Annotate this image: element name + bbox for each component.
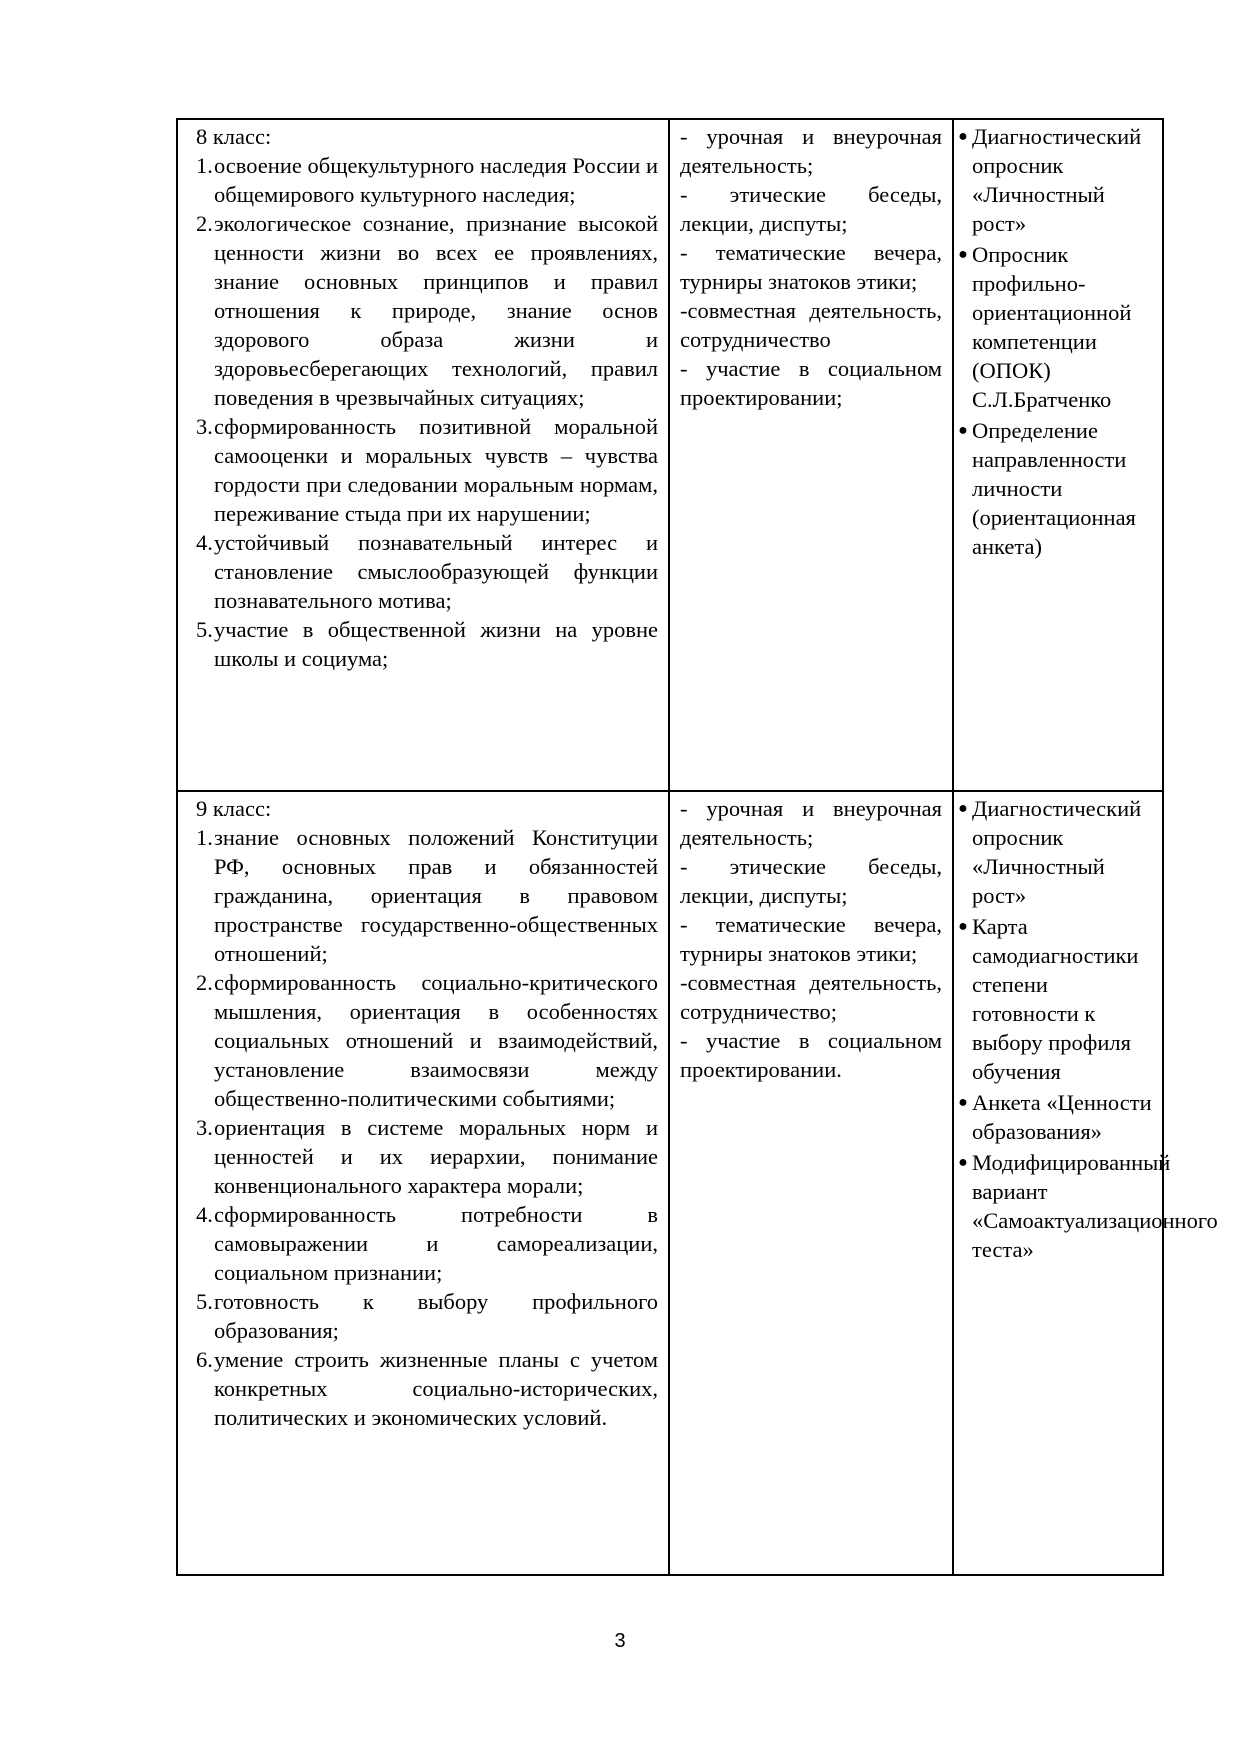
outcome-item bbox=[196, 968, 658, 1113]
diagnostics-cell bbox=[953, 119, 1163, 791]
activity-item: - этические беседы, лекции, диспуты; bbox=[680, 854, 942, 908]
diagnostic-text: Модифицированный вариант «Самоактуализационного теста» bbox=[972, 1150, 1218, 1262]
outcome-number: 1. bbox=[196, 825, 213, 850]
activity-item: - урочная и внеурочная деятельность; bbox=[680, 124, 942, 178]
outcome-text: устойчивый познавательный интерес и становление смыслообразующей функции познавательного мотива; bbox=[214, 530, 658, 613]
grade-label: 9 класс: bbox=[196, 796, 272, 821]
outcome-number: 1. bbox=[196, 153, 213, 178]
activity-item: -совместная деятельность, сотрудничество bbox=[680, 298, 942, 352]
bullet-icon: ● bbox=[958, 1094, 968, 1111]
bullet-icon: ● bbox=[958, 1154, 968, 1171]
outcome-text: умение строить жизненные планы с учетом конкретных социально-исторических, политических и экономических условий. bbox=[214, 1347, 658, 1430]
diagnostic-item bbox=[954, 1148, 1218, 1264]
bullet-icon: ● bbox=[958, 918, 968, 935]
diagnostic-item bbox=[954, 912, 1156, 1086]
outcome-item bbox=[196, 151, 658, 209]
outcome-number: 4. bbox=[196, 1202, 213, 1227]
diagnostic-text: Анкета «Ценности образования» bbox=[972, 1090, 1152, 1144]
diagnostic-text: Опросник профильно-ориентационной компетенции (ОПОК) С.Л.Братченко bbox=[972, 242, 1132, 412]
activity-item: - участие в социальном проектировании; bbox=[680, 356, 942, 410]
outcome-item bbox=[196, 823, 658, 968]
outcome-text: сформированность социально-критического мышления, ориентация в особенностях социальных отношений и взаимодействий, установление взаимосвязи между общественно-политическими событиями; bbox=[214, 970, 658, 1111]
outcome-text: знание основных положений Конституции РФ, основных прав и обязанностей гражданина, ориентация в правовом пространстве государственно-общественных отношений; bbox=[214, 825, 658, 966]
bullet-icon: ● bbox=[958, 246, 968, 263]
outcomes-cell bbox=[177, 119, 669, 791]
diagnostics-cell bbox=[953, 791, 1218, 1575]
outcome-number: 2. bbox=[196, 211, 213, 236]
outcome-number: 3. bbox=[196, 1115, 213, 1140]
outcome-text: экологическое сознание, признание высокой ценности жизни во всех ее проявлениях, знание основных принципов и правил отношения к природе, знание основ здорового образа жизни и здоровьесберегающих технологий, правил поведения в чрезвычайных ситуациях; bbox=[214, 211, 658, 410]
diagnostic-item bbox=[954, 416, 1156, 561]
table-row-grade-9 bbox=[177, 791, 1163, 1575]
diagnostic-item bbox=[954, 1088, 1156, 1146]
activity-item: - участие в социальном проектировании. bbox=[680, 1028, 942, 1082]
outcome-text: участие в общественной жизни на уровне школы и социума; bbox=[214, 617, 658, 671]
activities-cell bbox=[669, 119, 953, 791]
outcome-text: сформированность позитивной моральной самооценки и моральных чувств – чувства гордости при следовании моральным нормам, переживание стыда при их нарушении; bbox=[214, 414, 658, 526]
outcome-item bbox=[196, 1200, 658, 1287]
outcome-item bbox=[196, 615, 658, 673]
outcome-number: 2. bbox=[196, 970, 213, 995]
bullet-icon: ● bbox=[958, 128, 968, 145]
bullet-icon: ● bbox=[958, 422, 968, 439]
outcomes-cell bbox=[177, 791, 669, 1575]
page-number: 3 bbox=[614, 1630, 626, 1652]
outcome-number: 5. bbox=[196, 1289, 213, 1314]
outcome-text: готовность к выбору профильного образования; bbox=[214, 1289, 658, 1343]
activity-item: - тематические вечера, турниры знатоков этики; bbox=[680, 240, 942, 294]
outcome-item bbox=[196, 1287, 658, 1345]
activity-item: - урочная и внеурочная деятельность; bbox=[680, 796, 942, 850]
table-row-grade-8 bbox=[177, 119, 1163, 791]
outcome-item bbox=[196, 528, 658, 615]
outcome-item bbox=[196, 412, 658, 528]
diagnostic-item bbox=[954, 794, 1156, 910]
outcome-text: сформированность потребности в самовыражении и самореализации, социальном признании; bbox=[214, 1202, 658, 1285]
outcome-item bbox=[196, 209, 658, 412]
outcome-number: 4. bbox=[196, 530, 213, 555]
outcome-number: 3. bbox=[196, 414, 213, 439]
diagnostic-item bbox=[954, 240, 1156, 414]
bullet-icon: ● bbox=[958, 800, 968, 817]
diagnostic-text: Определение направленности личности (ориентационная анкета) bbox=[972, 418, 1136, 559]
outcome-item bbox=[196, 1113, 658, 1200]
grade-label: 8 класс: bbox=[196, 124, 272, 149]
outcome-item bbox=[196, 1345, 658, 1432]
outcome-number: 5. bbox=[196, 617, 213, 642]
program-table bbox=[176, 118, 1218, 1576]
outcome-text: ориентация в системе моральных норм и ценностей и их иерархии, понимание конвенционального характера морали; bbox=[214, 1115, 658, 1198]
diagnostic-text: Карта самодиагностики степени готовности к выбору профиля обучения bbox=[972, 914, 1139, 1084]
diagnostic-item bbox=[954, 122, 1156, 238]
activity-item: - тематические вечера, турниры знатоков этики; bbox=[680, 912, 942, 966]
diagnostic-text: Диагностический опросник «Личностный рост» bbox=[972, 124, 1142, 236]
diagnostic-text: Диагностический опросник «Личностный рост» bbox=[972, 796, 1142, 908]
activities-cell bbox=[669, 791, 953, 1575]
outcome-number: 6. bbox=[196, 1347, 213, 1372]
outcome-text: освоение общекультурного наследия России и общемирового культурного наследия; bbox=[214, 153, 658, 207]
activity-item: -совместная деятельность, сотрудничество; bbox=[680, 970, 942, 1024]
activity-item: - этические беседы, лекции, диспуты; bbox=[680, 182, 942, 236]
